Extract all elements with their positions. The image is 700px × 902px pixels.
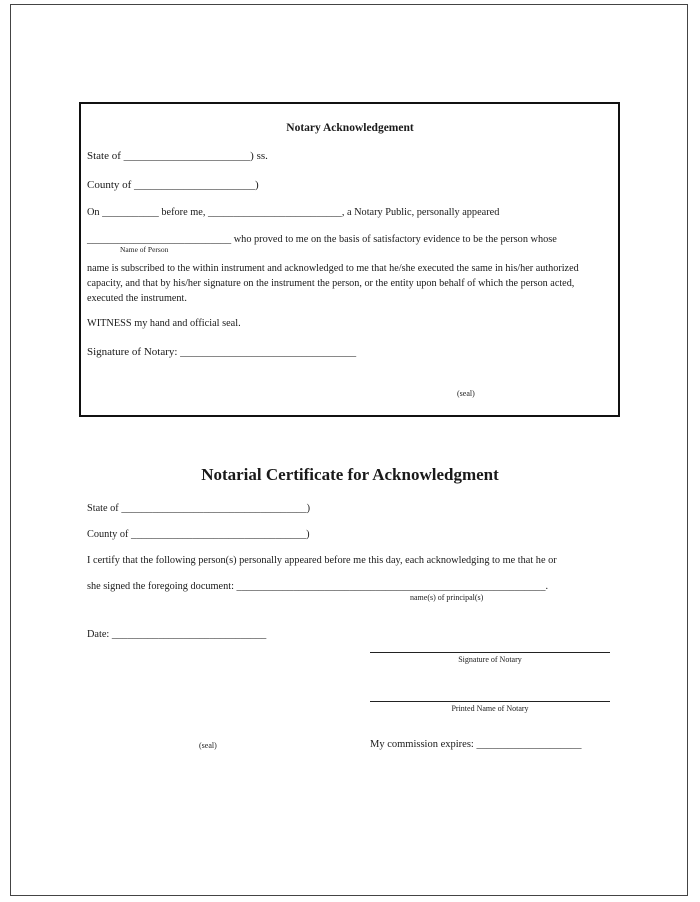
- printed-name-line: [370, 701, 610, 702]
- ack-county-line: County of ______________________): [87, 179, 259, 191]
- ack-state-line: State of _______________________) ss.: [87, 150, 268, 162]
- cert-signed-line: she signed the foregoing document: ____________________________________________________________.: [87, 581, 549, 592]
- ack-seal: (seal): [457, 389, 475, 398]
- ack-appeared-line: ____________________________ who proved to me on the basis of satisfactory evidence to be the person whose: [87, 234, 557, 245]
- ack-witness: WITNESS my hand and official seal.: [87, 318, 241, 329]
- printed-name-caption: Printed Name of Notary: [451, 704, 529, 713]
- cert-title: Notarial Certificate for Acknowledgment: [201, 465, 499, 484]
- signature-of-notary-caption: Signature of Notary: [458, 655, 522, 664]
- cert-date-line: Date: ______________________________: [87, 629, 267, 640]
- cert-certify-line: I certify that the following person(s) personally appeared before me this day, each acknowledging to me that he or: [87, 555, 557, 566]
- cert-county-line: County of __________________________________): [87, 529, 310, 540]
- name-of-person-caption: Name of Person: [120, 245, 169, 254]
- cert-state-line: State of ____________________________________): [87, 503, 311, 514]
- ack-on-line: On ___________ before me, __________________________, a Notary Public, personally appeared: [87, 207, 500, 218]
- cert-commission-line: My commission expires: ____________________: [370, 739, 582, 750]
- cert-seal: (seal): [199, 741, 217, 750]
- ack-paragraph: name is subscribed to the within instrument and acknowledged to me that he/she executed the same in his/her authorized capacity, and that by his/her signature on the instrument the person, or the entity upon behalf of which the person acted, executed the instrument.: [87, 263, 579, 304]
- ack-title: Notary Acknowledgement: [286, 122, 414, 134]
- principal-caption: name(s) of principal(s): [410, 593, 484, 602]
- ack-signature-line: Signature of Notary: ________________________________: [87, 346, 357, 358]
- signature-of-notary-line: [370, 652, 610, 653]
